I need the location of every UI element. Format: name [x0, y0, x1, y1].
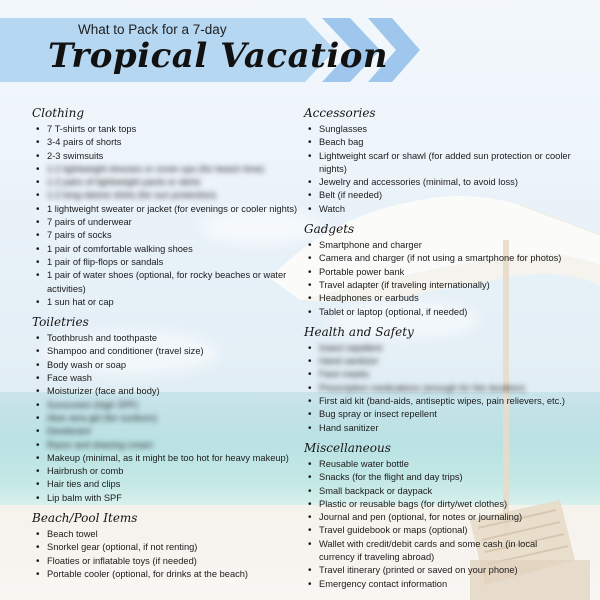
- list-item: [32, 243, 300, 256]
- list-item: [32, 189, 300, 202]
- list-item: [32, 412, 300, 425]
- list-item: [32, 229, 300, 242]
- section-clothing: [32, 100, 300, 309]
- list-item-text: Travel guidebook or maps (optional): [319, 525, 468, 536]
- list-item-text: 1 pair of flip-flops or sandals: [47, 256, 164, 267]
- list-item-text: Body wash or soap: [47, 359, 127, 370]
- list-item: [304, 252, 574, 265]
- section-heading: Gadgets: [304, 222, 355, 237]
- list-item: [32, 439, 300, 452]
- list-item-text: Floaties or inflatable toys (if needed): [47, 555, 197, 566]
- list-item-text: Lip balm with SPF: [47, 492, 122, 503]
- list-item-text: 1 sun hat or cap: [47, 296, 114, 307]
- list-item: [304, 498, 574, 511]
- list-item-text: Hand sanitizer: [319, 356, 379, 367]
- list-item: [32, 399, 300, 412]
- list-item: [304, 123, 574, 136]
- list-item: [304, 306, 574, 319]
- list-item-text: Watch: [319, 203, 346, 214]
- list-item-text: Portable power bank: [319, 266, 405, 277]
- list-item: [304, 511, 574, 524]
- page-subtitle: What to Pack for a 7-day: [78, 22, 227, 37]
- list-item-text: Journal and pen (optional, for notes or journaling): [319, 512, 523, 523]
- list-item: [304, 342, 574, 355]
- list-item: [304, 524, 574, 537]
- list-item-text: Toothbrush and toothpaste: [47, 333, 158, 344]
- list-item: [32, 568, 300, 581]
- list-item-text: 1 pair of water shoes (optional, for rocky beaches or water activities): [47, 270, 287, 294]
- list-item: [304, 279, 574, 292]
- list-item: [32, 541, 300, 554]
- list-item-text: Shampoo and conditioner (travel size): [47, 346, 204, 357]
- list-item: [304, 422, 574, 435]
- list-item-text: Travel itinerary (printed or saved on your phone): [319, 565, 518, 576]
- list-item: [32, 203, 300, 216]
- list-item: [304, 564, 574, 577]
- list-item-text: Prescription medications (enough for the duration): [319, 382, 526, 393]
- list-item: [304, 292, 574, 305]
- list-item-text: 2-3 swimsuits: [47, 150, 104, 161]
- section-heading: Health and Safety: [304, 324, 414, 339]
- list-item: [304, 578, 574, 591]
- list-item-text: Camera and charger (if not using a smartphone for photos): [319, 253, 562, 264]
- list-item-text: Makeup (minimal, as it might be too hot for heavy makeup): [47, 452, 289, 463]
- list-item: [32, 425, 300, 438]
- list-item-text: 1 pair of comfortable walking shoes: [47, 243, 193, 254]
- section-accessories: [304, 100, 574, 216]
- list-item: [304, 485, 574, 498]
- list-item: [32, 296, 300, 309]
- list-item: [304, 395, 574, 408]
- checklist: [304, 123, 574, 216]
- list-item: [304, 382, 574, 395]
- list-item: [304, 355, 574, 368]
- list-item-text: Snorkel gear (optional, if not renting): [47, 542, 198, 553]
- list-item-text: 1-2 pairs of lightweight pants or skirts: [47, 177, 201, 188]
- list-item-text: Razor and shaving cream: [47, 439, 153, 450]
- section-heading: Toiletries: [32, 315, 89, 330]
- list-item: [304, 538, 574, 565]
- list-item-text: Aloe vera gel (for sunburn): [47, 412, 158, 423]
- list-item: [32, 269, 300, 296]
- checklist: [304, 458, 574, 591]
- list-item-text: Sunscreen (high SPF): [47, 399, 139, 410]
- list-item: [32, 163, 300, 176]
- list-item-text: 7 pairs of socks: [47, 230, 112, 241]
- section-heading: Miscellaneous: [304, 440, 391, 455]
- list-item-text: Tablet or laptop (optional, if needed): [319, 306, 468, 317]
- list-item-text: Face masks: [319, 369, 370, 380]
- list-item-text: 7 pairs of underwear: [47, 217, 132, 228]
- list-item: [32, 555, 300, 568]
- list-item: [32, 528, 300, 541]
- list-item-text: Headphones or earbuds: [319, 293, 419, 304]
- section-toiletries: [32, 309, 300, 505]
- checklist: [32, 528, 300, 581]
- list-item-text: Bug spray or insect repellent: [319, 409, 437, 420]
- list-item: [32, 385, 300, 398]
- list-item: [32, 256, 300, 269]
- list-item: [32, 332, 300, 345]
- list-item: [304, 458, 574, 471]
- section-heading: Accessories: [304, 106, 376, 120]
- list-item: [304, 471, 574, 484]
- list-item: [32, 478, 300, 491]
- list-item-text: Hairbrush or comb: [47, 466, 124, 477]
- list-item-text: Sunglasses: [319, 124, 368, 134]
- list-item-text: Wallet with credit/debit cards and some cash (in local currency if traveling abroad): [319, 538, 538, 563]
- list-item: [32, 372, 300, 385]
- section-health-and-safety: [304, 319, 574, 435]
- list-item-text: Travel adapter (if traveling internationally): [319, 279, 490, 290]
- list-item-text: Portable cooler (optional, for drinks at the beach): [47, 568, 249, 579]
- page-title: Tropical Vacation: [48, 36, 389, 76]
- list-item-text: 1-2 long-sleeve shirts (for sun protection): [47, 190, 216, 201]
- header: [0, 0, 600, 90]
- list-item-text: Reusable water bottle: [319, 458, 409, 469]
- list-item-text: First aid kit (band-aids, antiseptic wipes, pain relievers, etc.): [319, 396, 565, 407]
- section-miscellaneous: [304, 435, 574, 591]
- checklist: [32, 123, 300, 309]
- list-item: [304, 239, 574, 252]
- section-heading: Beach/Pool Items: [32, 511, 138, 526]
- list-item: [304, 176, 574, 189]
- list-item: [304, 266, 574, 279]
- list-item: [32, 359, 300, 372]
- section-heading: Clothing: [32, 106, 85, 120]
- right-column: [304, 100, 574, 591]
- list-item-text: Insect repellent: [319, 342, 383, 353]
- list-item-text: Beach bag: [319, 137, 364, 148]
- list-item: [304, 150, 574, 177]
- list-item-text: 7 T-shirts or tank tops: [47, 124, 137, 134]
- list-item: [304, 203, 574, 216]
- list-item-text: Plastic or reusable bags (for dirty/wet clothes): [319, 498, 508, 509]
- list-item: [32, 465, 300, 478]
- list-item: [32, 123, 300, 136]
- checklist: [304, 342, 574, 435]
- list-item: [304, 368, 574, 381]
- list-item-text: Small backpack or daypack: [319, 485, 433, 496]
- list-item-text: Snacks (for the flight and day trips): [319, 472, 463, 483]
- list-item-text: Jewelry and accessories (minimal, to avoid loss): [319, 177, 518, 188]
- list-item: [32, 176, 300, 189]
- list-item: [32, 150, 300, 163]
- list-item-text: Emergency contact information: [319, 578, 448, 589]
- list-item-text: Moisturizer (face and body): [47, 386, 160, 397]
- list-item-text: Belt (if needed): [319, 190, 383, 201]
- list-item: [32, 492, 300, 505]
- left-column: [32, 100, 300, 581]
- list-item: [32, 452, 300, 465]
- checklist: [32, 332, 300, 505]
- list-item-text: Lightweight scarf or shawl (for added sun protection or cooler nights): [319, 150, 571, 174]
- list-item-text: Hair ties and clips: [47, 479, 121, 490]
- list-item-text: 3-4 pairs of shorts: [47, 137, 122, 148]
- section-beach-pool-items: [32, 505, 300, 581]
- list-item-text: 1 lightweight sweater or jacket (for evenings or cooler nights): [47, 203, 298, 214]
- list-item-text: Smartphone and charger: [319, 240, 422, 251]
- list-item: [304, 136, 574, 149]
- list-item: [32, 136, 300, 149]
- section-gadgets: [304, 216, 574, 319]
- list-item-text: Hand sanitizer: [319, 422, 379, 433]
- list-item: [32, 345, 300, 358]
- list-item: [304, 189, 574, 202]
- list-item: [304, 408, 574, 421]
- checklist: [304, 239, 574, 319]
- list-item: [32, 216, 300, 229]
- list-item-text: Face wash: [47, 373, 92, 384]
- list-item-text: Beach towel: [47, 529, 98, 540]
- list-item-text: Deodorant: [47, 426, 91, 437]
- list-item-text: 1-2 lightweight dresses or cover-ups (for beach time): [47, 163, 265, 174]
